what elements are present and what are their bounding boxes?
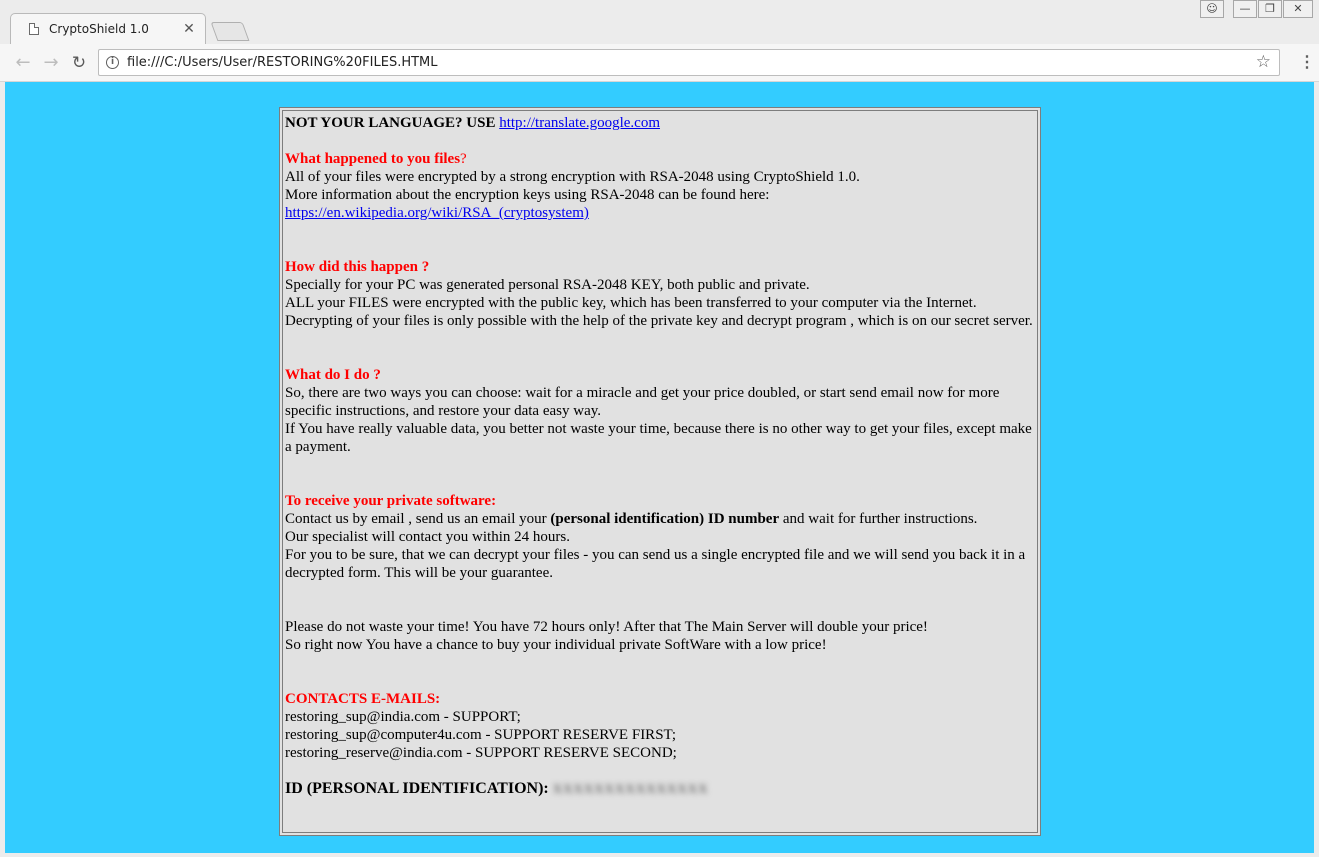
section3-heading: What do I do ? [285, 367, 381, 383]
intro-line [285, 114, 1037, 132]
section1-line2: More information about the encryption keys using RSA-2048 can be found here: [285, 187, 770, 203]
window-border [0, 853, 1319, 857]
section5-line1: Please do not waste your time! You have 72 hours only! After that The Main Server will double your price! [285, 619, 928, 635]
intro-text: NOT YOUR LANGUAGE? USE [285, 115, 500, 131]
tab-title: CryptoShield 1.0 [49, 22, 149, 36]
browser-toolbar [0, 44, 1319, 82]
contact-email-1: restoring_sup@india.com - SUPPORT; [285, 709, 521, 725]
section2-line1: Specially for your PC was generated personal RSA-2048 KEY, both public and private. [285, 277, 810, 293]
reload-icon[interactable]: ↻ [71, 53, 87, 73]
section4-line2: Our specialist will contact you within 24 hours. [285, 529, 570, 545]
star-icon[interactable]: ☆ [1255, 52, 1271, 71]
section3-line1: So, there are two ways you can choose: wait for a miracle and get your price doubled, or start send email now for more specific instructions, and restore your data easy way. [285, 385, 1000, 419]
contact-email-3: restoring_reserve@india.com - SUPPORT RESERVE SECOND; [285, 745, 677, 761]
info-icon[interactable]: i [106, 56, 119, 69]
arrow-left-icon[interactable]: ← [15, 52, 31, 73]
wikipedia-link[interactable]: https://en.wikipedia.org/wiki/RSA_(cryptosystem) [285, 205, 589, 221]
url-text[interactable]: file:///C:/Users/User/RESTORING%20FILES.HTML [127, 55, 438, 70]
title-bar [0, 0, 1319, 45]
section4-heading: To receive your private software: [285, 493, 497, 509]
contacts-heading: CONTACTS E-MAILS: [285, 691, 441, 707]
contact-email-2: restoring_sup@computer4u.com - SUPPORT RESERVE FIRST; [285, 727, 677, 743]
translate-link[interactable]: http://translate.google.com [499, 115, 660, 131]
minimize-icon[interactable]: — [1233, 0, 1257, 18]
tab-close-icon[interactable]: ✕ [183, 20, 195, 36]
section4-line3: For you to be sure, that we can decrypt your files - you can send us a single encrypted file and we will send you back it in a decrypted form. This will be your guarantee. [285, 547, 1026, 581]
section4-line1: Contact us by email , send us an email your (personal identification) ID number and wait for further instructions. [285, 511, 978, 527]
browser-tab[interactable] [10, 13, 206, 44]
profile-icon[interactable]: ☺ [1200, 0, 1224, 18]
section3-line2: If You have really valuable data, you better not waste your time, because there is no other way to get your files, except make a payment. [285, 421, 1032, 455]
close-window-icon[interactable]: ✕ [1283, 0, 1313, 18]
arrow-right-icon[interactable]: → [43, 52, 59, 73]
address-bar[interactable] [98, 49, 1280, 76]
restore-icon[interactable]: ❐ [1258, 0, 1282, 18]
ransom-note-cell [282, 110, 1038, 833]
new-tab-button[interactable] [211, 22, 250, 41]
section2-line2: ALL your FILES were encrypted with the public key, which has been transferred to your computer via the Internet. [285, 295, 977, 311]
id-label: ID (PERSONAL IDENTIFICATION): [285, 780, 553, 797]
document-icon [29, 23, 39, 35]
window-border [1314, 82, 1319, 857]
ransom-note-table [279, 107, 1041, 836]
section2-line3: Decrypting of your files is only possible with the help of the private key and decrypt program , which is on our secret server. [285, 313, 1033, 329]
id-value-blurred: XXXXXXXXXXXXXXX [552, 781, 709, 797]
section1-heading: What happened to you files? [285, 151, 467, 167]
page-viewport [5, 82, 1314, 853]
window-controls [1200, 0, 1313, 20]
section1-line1: All of your files were encrypted by a strong encryption with RSA-2048 using CryptoShield 1.0. [285, 169, 860, 185]
section2-heading: How did this happen ? [285, 259, 430, 275]
section5-line2: So right now You have a chance to buy your individual private SoftWare with a low price! [285, 637, 827, 653]
id-line [285, 780, 1037, 798]
kebab-menu-icon[interactable]: ⋮ [1299, 54, 1315, 71]
